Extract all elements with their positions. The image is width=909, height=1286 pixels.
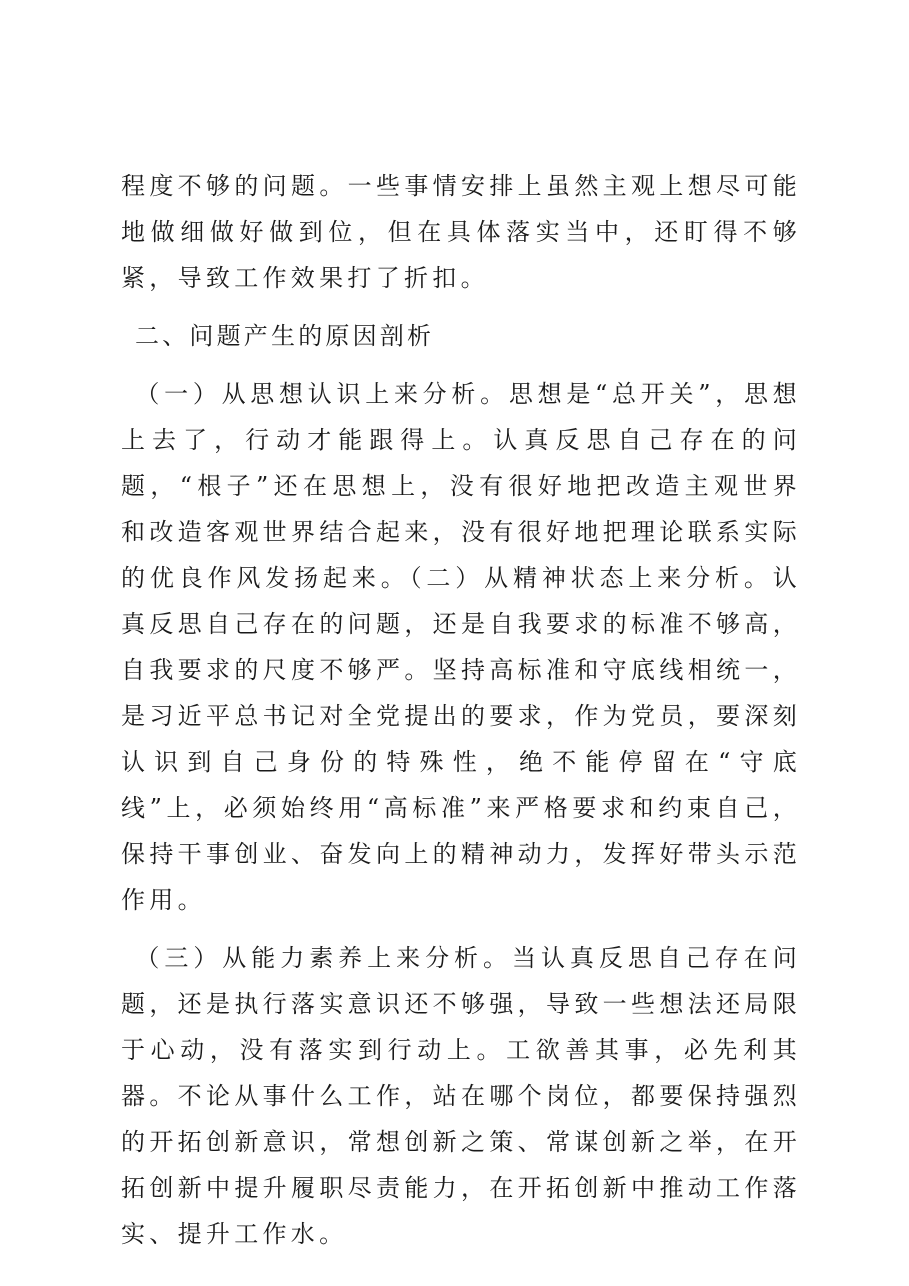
document-body — [121, 163, 801, 1257]
paragraph-continuation: 程度不够的问题。一些事情安排上虽然主观上想尽可能地做细做好做到位，但在具体落实当中，还盯得不够紧，导致工作效果打了折扣。 — [121, 172, 801, 292]
paragraph-reasons-one-two: （一）从思想认识上来分析。思想是“总开关”，思想上去了，行动才能跟得上。认真反思自己存在的问题，“根子”还在思想上，没有很好地把改造主观世界和改造客观世界结合起来，没有很好地把理论联系实际的优良作风发扬起来。（二）从精神状态上来分析。认真反思自己存在的问题，还是自我要求的标准不够高，自我要求的尺度不够严。坚持高标准和守底线相统一，是习近平总书记对全党提出的要求，作为党员，要深刻认识到自己身份的特殊性，绝不能停留在“守底线”上，必须始终用“高标准”来严格要求和约束自己，保持干事创业、奋发向上的精神动力，发挥好带头示范作用。 — [121, 380, 801, 914]
paragraph-reason-three: （三）从能力素养上来分析。当认真反思自己存在问题，还是执行落实意识还不够强，导致一些想法还局限于心动，没有落实到行动上。工欲善其事，必先利其器。不论从事什么工作，站在哪个岗位，都要保持强烈的开拓创新意识，常想创新之策、常谋创新之举，在开拓创新中提升履职尽责能力，在开拓创新中推动工作落实、提升工作水。 — [121, 944, 801, 1248]
section-heading: 二、问题产生的原因剖析 — [135, 322, 435, 350]
